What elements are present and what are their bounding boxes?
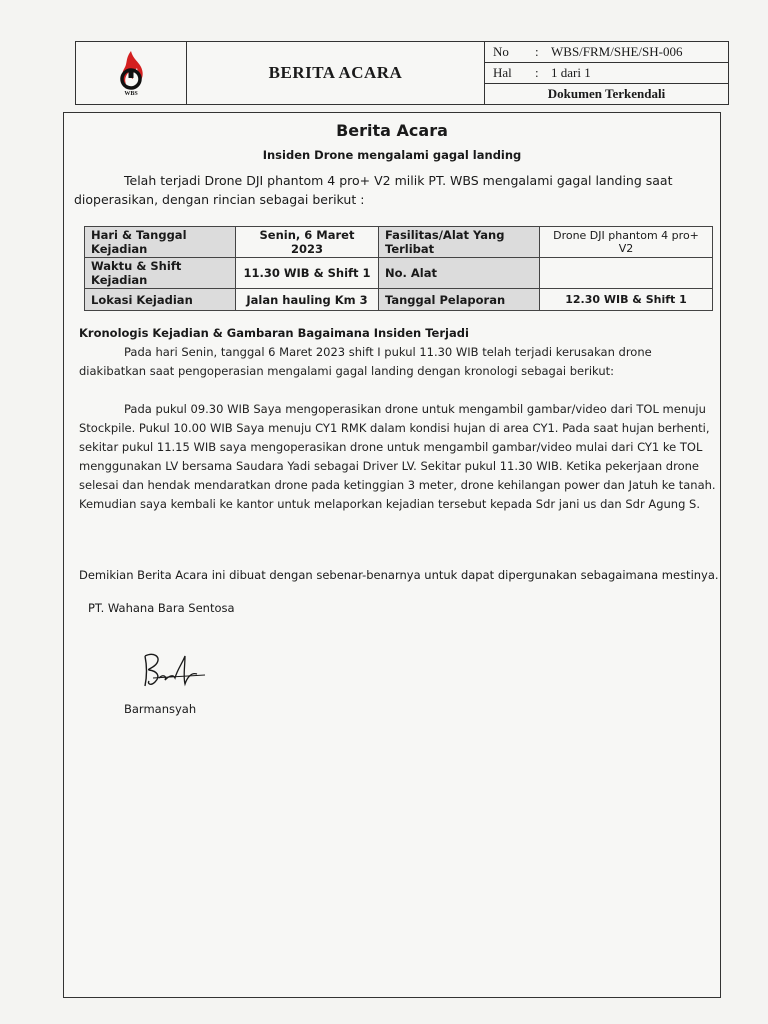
chronology-paragraph-2: Pada pukul 09.30 WIB Saya mengoperasikan drone untuk mengambil gambar/video dari TOL menuju Stockpile. Pukul 10.00 WIB Saya menuju CY1 RMK dalam kondisi hujan di area CY1. Pada saat hujan berhenti, sekitar pukul 11.15 WIB saya mengoperasikan drone untuk mengambil gambar/video mulai dari CY1 ke TOL menggunakan LV bersama Saudara Yadi sebagai Driver LV. Sekitar pukul 11.30 WIB. Ketika pekerjaan drone selesai dan hendak mendaratkan drone pada ketinggian 3 meter, drone kehilangan power dan Jatuh ke tanah. Kemudian saya kembali ke kantor untuk melaporkan kejadian tersebut kepada Sdr jani us dan Sdr Agung S.: [79, 402, 716, 511]
document-body: [63, 112, 721, 998]
intro-paragraph: Telah terjadi Drone DJI phantom 4 pro+ V2 milik PT. WBS mengalami gagal landing saat dioperasikan, dengan rincian sebagai berikut :: [74, 173, 673, 207]
signer-name: Barmansyah: [124, 702, 197, 716]
table-label: Tanggal Pelaporan: [379, 289, 540, 311]
company-logo: [76, 42, 187, 104]
table-label: No. Alat: [379, 258, 540, 289]
table-value: Drone DJI phantom 4 pro+ V2: [540, 227, 713, 258]
table-row: [85, 289, 713, 311]
hal-separator: :: [535, 65, 539, 80]
flame-logo-icon: [114, 49, 148, 93]
table-value: 11.30 WIB & Shift 1: [236, 258, 379, 289]
table-value: Senin, 6 Maret 2023: [236, 227, 379, 258]
logo-caption: WBS: [124, 91, 138, 97]
table-label: Waktu & Shift Kejadian: [85, 258, 236, 289]
table-value: 12.30 WIB & Shift 1: [540, 289, 713, 311]
signature-icon: [139, 648, 209, 693]
hal-label: Hal: [493, 65, 512, 80]
no-label: No: [493, 44, 509, 59]
incident-details-table: [84, 226, 713, 311]
chronology-title: Kronologis Kejadian & Gambaran Bagaimana Insiden Terjadi: [79, 326, 469, 340]
table-label: Fasilitas/Alat Yang Terlibat: [379, 227, 540, 258]
no-value: WBS/FRM/SHE/SH-006: [551, 44, 683, 59]
document-status: Dokumen Terkendali: [547, 86, 666, 101]
meta-row-status: [485, 84, 728, 104]
document-header: [75, 41, 729, 105]
no-separator: :: [535, 44, 539, 59]
table-label: Hari & Tanggal Kejadian: [85, 227, 236, 258]
document-subtitle: Insiden Drone mengalami gagal landing: [262, 148, 522, 162]
document-title: Berita Acara: [336, 121, 448, 140]
company-name: PT. Wahana Bara Sentosa: [88, 601, 235, 615]
handwritten-signature: [139, 648, 209, 697]
meta-row-number: [485, 42, 728, 63]
table-value: Jalan hauling Km 3: [236, 289, 379, 311]
table-value: [540, 258, 713, 289]
table-row: [85, 227, 713, 258]
table-row: [85, 258, 713, 289]
chronology-paragraph-1: Pada hari Senin, tanggal 6 Maret 2023 shift I pukul 11.30 WIB telah terjadi kerusakan drone diakibatkan saat pengoperasian mengalami gagal landing dengan kronologi sebagai berikut:: [79, 345, 652, 378]
document-meta: [485, 42, 728, 104]
table-label: Lokasi Kejadian: [85, 289, 236, 311]
meta-row-page: [485, 63, 728, 84]
hal-value: 1 dari 1: [551, 65, 591, 80]
header-title: BERITA ACARA: [187, 42, 485, 104]
closing-statement: Demikian Berita Acara ini dibuat dengan sebenar-benarnya untuk dapat dipergunakan sebagaimana mestinya.: [79, 568, 719, 582]
